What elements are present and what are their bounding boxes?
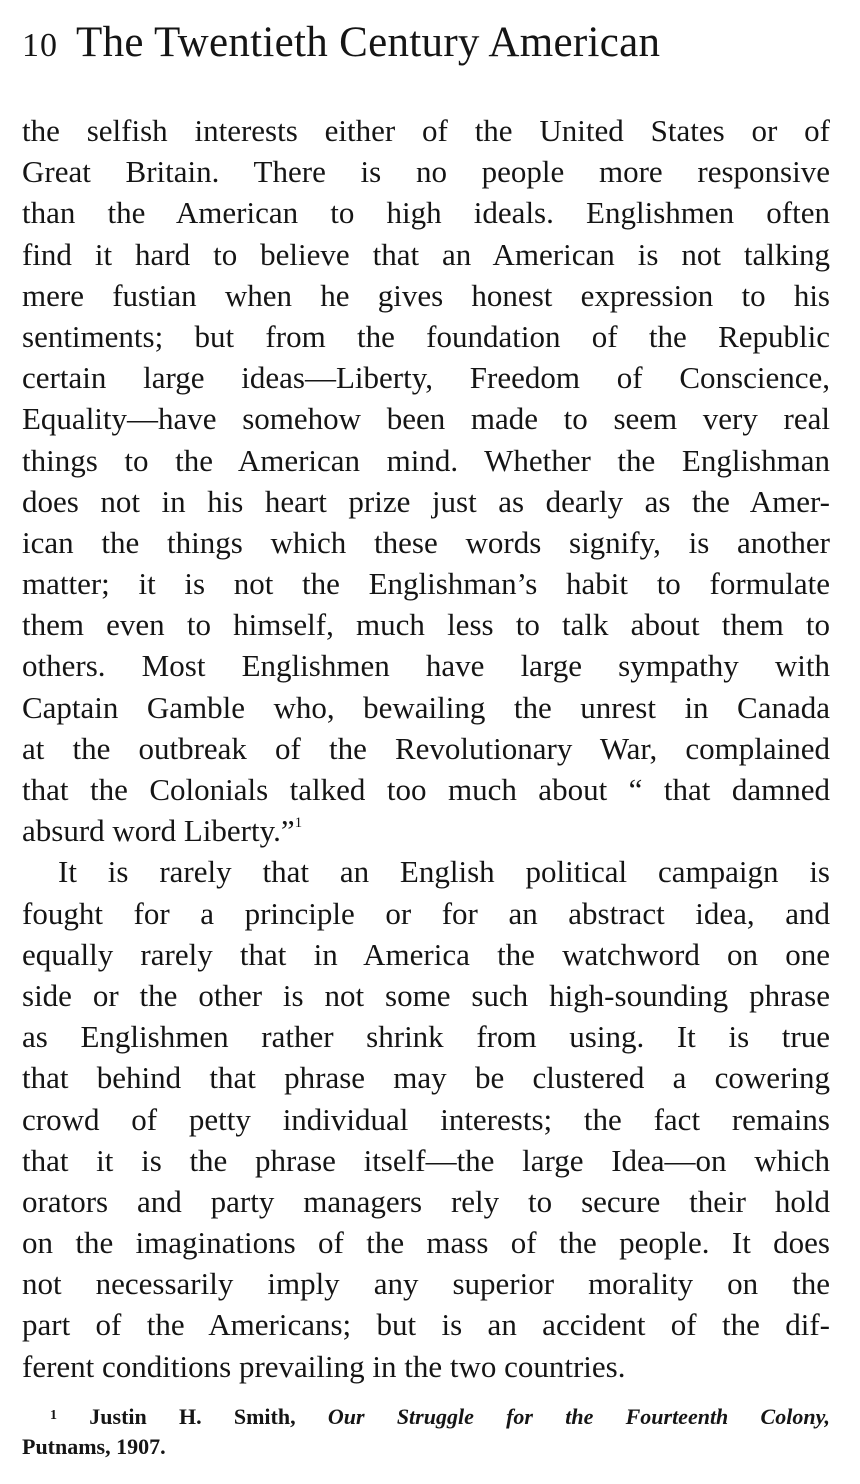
- text-line: that the Colonials talked too much about “ that damned: [22, 772, 830, 807]
- text-line: equally rarely that in America the watchword on one: [22, 936, 830, 972]
- text-line: side or the other is not some such high-sounding phrase: [22, 977, 830, 1013]
- text-line: ican the things which these words signify, is another: [22, 524, 830, 560]
- running-head-title: The Twentieth Century American: [76, 19, 661, 66]
- footnote-number: 1: [50, 1408, 57, 1423]
- text-line: than the American to high ideals. Englishmen often: [22, 195, 830, 231]
- text-line: the selfish interests either of the United States or of: [22, 113, 830, 148]
- paragraph-2: [22, 851, 830, 1386]
- text-line: matter; it is not the Englishman’s habit to formulate: [22, 566, 830, 602]
- text-line: does not in his heart prize just as dearly as the Amer-: [22, 483, 830, 519]
- text-line: at the outbreak of the Revolutionary War, complained: [22, 730, 830, 766]
- text-line: orators and party managers rely to secure their hold: [22, 1183, 830, 1219]
- text-line: others. Most Englishmen have large sympathy with: [22, 648, 830, 684]
- text-line-indented: It is rarely that an English political campaign is: [58, 854, 830, 890]
- text-line: them even to himself, much less to talk about them to: [22, 607, 830, 643]
- footnote-title: Our Struggle for the Fourteenth Colony,: [327, 1404, 831, 1429]
- body-text: [22, 110, 830, 1387]
- footnote: [22, 1400, 830, 1462]
- text-line: Great Britain. There is no people more responsive: [22, 154, 830, 190]
- text-line: fought for a principle or for an abstract idea, and: [22, 895, 830, 931]
- text-line-content: absurd word Liberty.”: [22, 813, 295, 849]
- text-line: find it hard to believe that an American is not talking: [22, 236, 830, 272]
- text-line: Equality—have somehow been made to seem very real: [22, 401, 830, 437]
- text-line: things to the American mind. Whether the Englishman: [22, 442, 830, 478]
- text-line-last: ferent conditions prevailing in the two countries.: [22, 1348, 626, 1384]
- text-line: mere fustian when he gives honest expression to his: [22, 277, 830, 313]
- footnote-author: Justin H. Smith,: [89, 1404, 296, 1429]
- paragraph-1: [22, 110, 830, 851]
- text-line: Captain Gamble who, bewailing the unrest in Canada: [22, 689, 830, 725]
- footnote-publisher: Putnams, 1907.: [22, 1434, 166, 1459]
- footnote-reference: 1: [294, 815, 303, 832]
- footnote-line: [22, 1400, 830, 1431]
- page-header: [22, 18, 660, 74]
- text-line: that behind that phrase may be clustered a cowering: [22, 1060, 830, 1096]
- text-line: not necessarily imply any superior morality on the: [22, 1266, 830, 1302]
- text-line: part of the Americans; but is an accident of the dif-: [22, 1307, 830, 1343]
- text-line: on the imaginations of the mass of the people. It does: [22, 1225, 830, 1261]
- text-line-last: [22, 810, 830, 851]
- text-line: as Englishmen rather shrink from using. It is true: [22, 1019, 830, 1055]
- text-line: that it is the phrase itself—the large Idea—on which: [22, 1142, 830, 1178]
- page-number: 10: [22, 27, 58, 64]
- text-line: certain large ideas—Liberty, Freedom of Conscience,: [22, 360, 830, 396]
- text-line: crowd of petty individual interests; the fact remains: [22, 1101, 830, 1137]
- text-line: sentiments; but from the foundation of the Republic: [22, 318, 830, 354]
